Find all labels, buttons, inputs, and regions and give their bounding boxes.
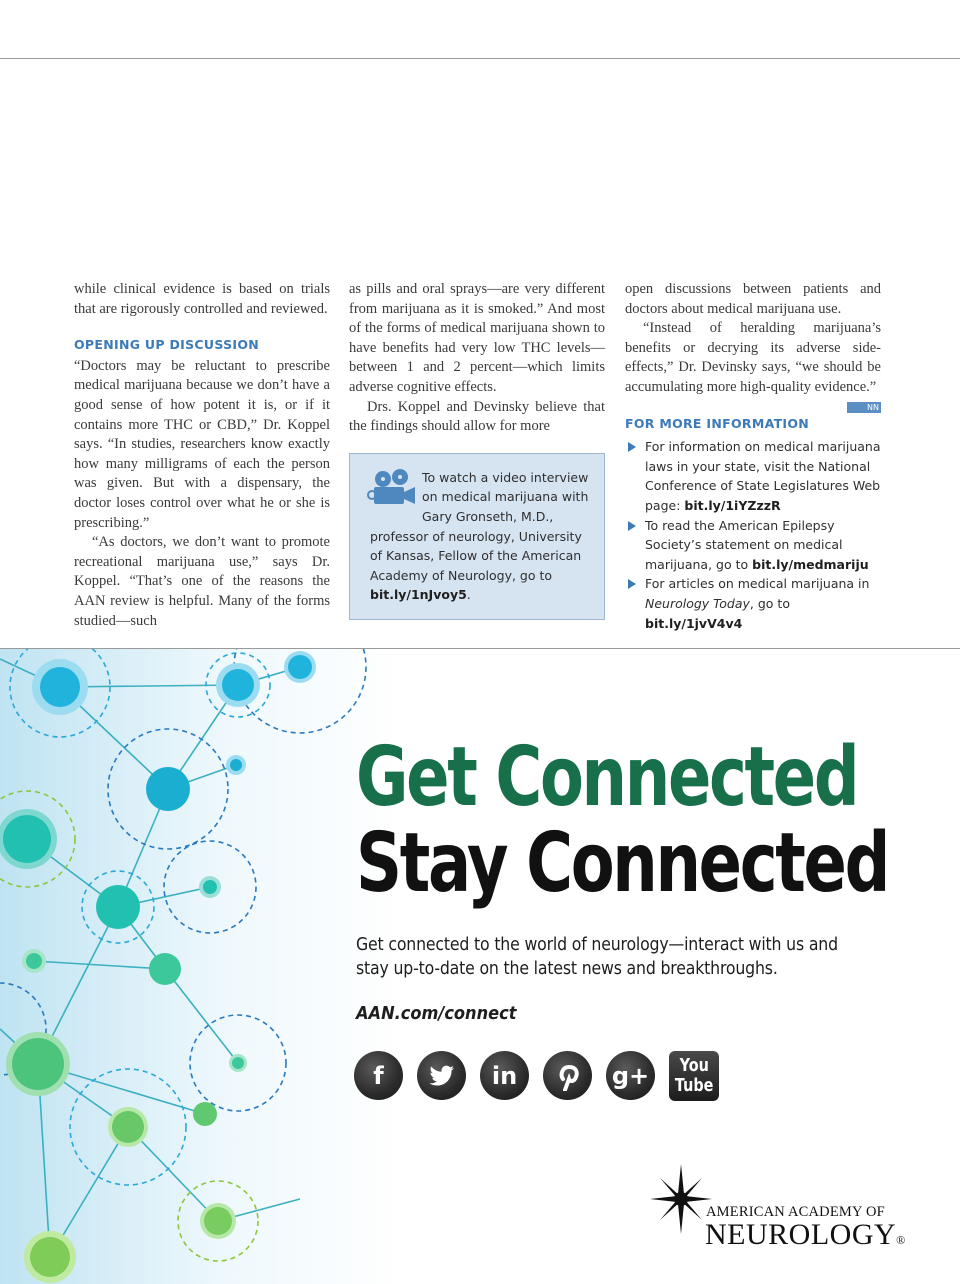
list-item: To read the American Epilepsy Society’s statement on medical marijuana, go to bit.ly/medmariju [625, 516, 881, 575]
starburst-icon [650, 1164, 712, 1234]
link[interactable]: bit.ly/medmariju [752, 556, 869, 572]
linkedin-icon[interactable]: in [480, 1051, 529, 1100]
paragraph: while clinical evidence is based on trials that are rigorously controlled and reviewed. [74, 281, 330, 317]
headline-stay-connected: Stay Connected [356, 816, 889, 911]
paragraph: “Instead of heralding marijuana’s benefits or decrying its adverse side-effects,” Dr. Devinsky says, “we should be accumulating more high-quality evidence.” NN [625, 320, 881, 412]
video-interview-box: To watch a video interview on medical marijuana with Gary Gronseth, M.D., professor of neurology, University of Kansas, Fellow of the American Academy of Neurology, go to bit.ly/1nJvoy5. [349, 453, 605, 620]
youtube-icon[interactable]: You Tube [669, 1051, 719, 1101]
pinterest-icon[interactable] [543, 1051, 592, 1100]
ad-tagline: Get connected to the world of neurology—interact with us and stay up-to-date on the latest news and breakthroughs. [356, 935, 838, 979]
more-info-list [625, 437, 881, 633]
facebook-icon[interactable]: f [354, 1051, 403, 1100]
article-column-2 [349, 280, 605, 620]
list-item: For articles on medical marijuana in Neurology Today, go to bit.ly/1jvV4v4 [625, 574, 881, 633]
paragraph: “Doctors may be reluctant to prescribe medical marijuana because we don’t have a good sense of how potent it is, or if it contains more THC or CBD,” Dr. Koppel says. “In studies, researchers know exactly how many milligrams of each the person was given. But with a dispensary, the doctor loses control over what he or she is prescribing.” [74, 357, 330, 531]
paragraph: Drs. Koppel and Devinsky believe that the findings should allow for more [349, 398, 605, 435]
link[interactable]: bit.ly/1iYZzzR [684, 497, 781, 513]
social-icons [354, 1051, 719, 1101]
aan-logo [650, 1164, 910, 1254]
logo-line-2: NEUROLOGY® [705, 1218, 906, 1251]
paragraph: “As doctors, we don’t want to promote recreational marijuana use,” says Dr. Koppel. “That’s one of the reasons the AAN review is helpful. Many of the forms studied—such [74, 534, 330, 629]
paragraph: open discussions between patients and doctors about medical marijuana use. [625, 281, 881, 317]
top-divider [0, 58, 960, 59]
google-plus-icon[interactable]: g+ [606, 1051, 655, 1100]
article-column-1 [74, 280, 330, 631]
aan-connect-link[interactable]: AAN.com/connect [356, 1003, 517, 1024]
aan-connect-advertisement [0, 649, 960, 1284]
logo-line-1: AMERICAN ACADEMY OF [706, 1204, 885, 1220]
headline-get-connected: Get Connected [356, 730, 858, 825]
film-projector-icon [366, 468, 418, 508]
video-link[interactable]: bit.ly/1nJvoy5 [370, 587, 467, 603]
twitter-icon[interactable] [417, 1051, 466, 1100]
link[interactable]: bit.ly/1jvV4v4 [645, 615, 743, 631]
section-heading-more-information: FOR MORE INFORMATION [625, 415, 810, 431]
network-graphic [0, 649, 400, 1284]
video-box-text: To watch a video interview on medical marijuana with Gary Gronseth, M.D., professor of neurology, University of Kansas, Fellow of the American Academy of Neurology, go to [370, 469, 589, 583]
end-mark-badge: NN [847, 402, 881, 413]
section-heading-opening-up-discussion: OPENING UP DISCUSSION [74, 337, 260, 353]
paragraph: as pills and oral sprays—are very different from marijuana as it is smoked.” And most of the forms of medical marijuana shown to have benefits had very low THC levels—between 1 and 2 percent—which limits adverse cognitive effects. [349, 281, 605, 395]
list-item: For information on medical marijuana laws in your state, visit the National Conference of State Legislatures Web page: bit.ly/1iYZzzR [625, 437, 881, 515]
article-column-3 [625, 280, 881, 633]
